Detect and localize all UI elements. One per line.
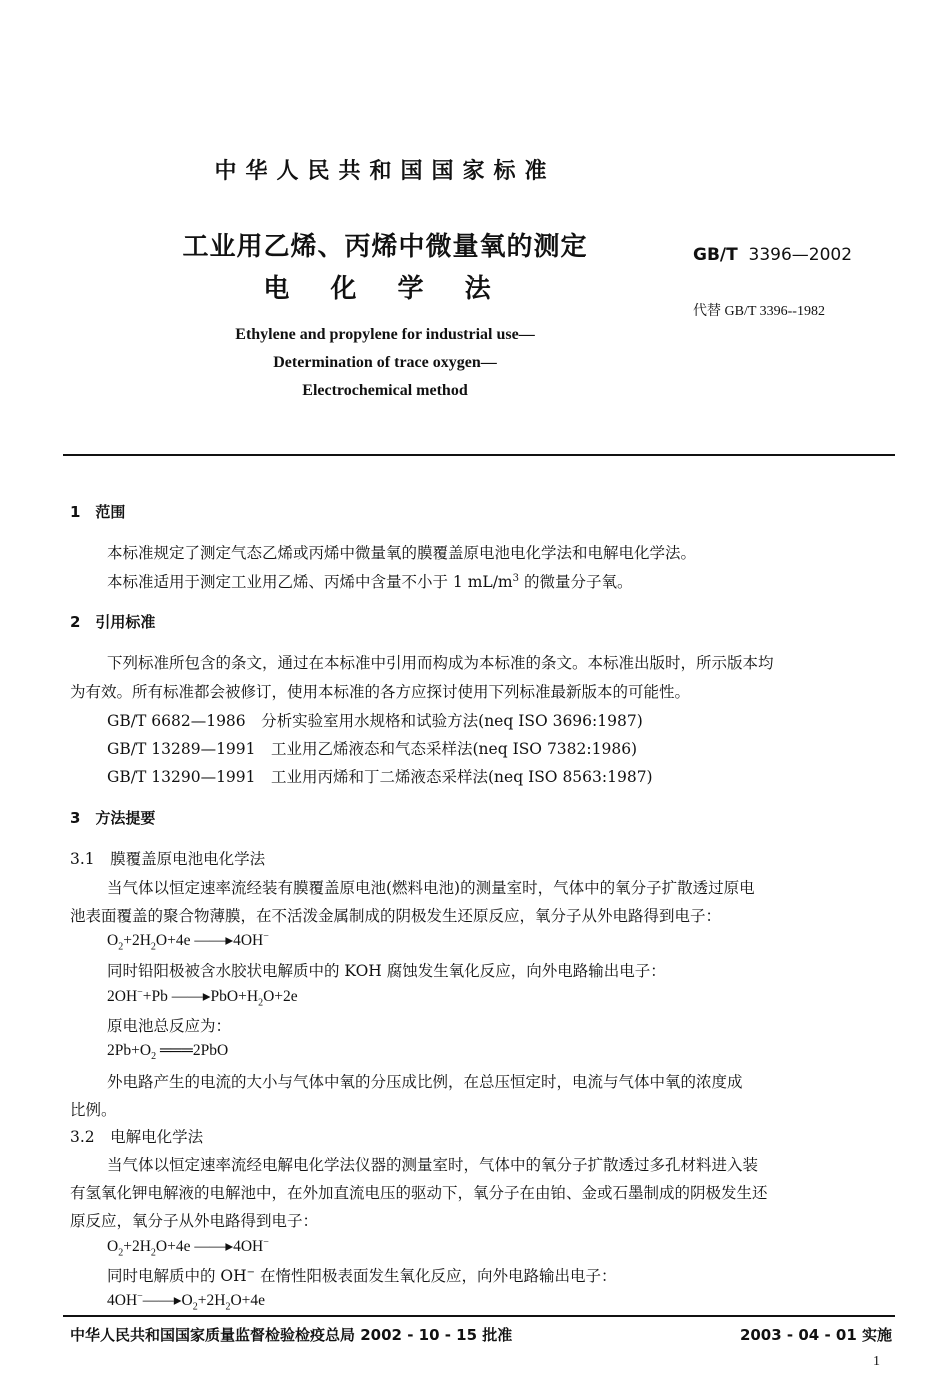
- footer-issuer: 中华人民共和国国家质量监督检验检疫总局 2002 - 10 - 15 批准: [70, 1326, 513, 1344]
- section-2-line-2: 为有效。所有标准都会被修订，使用本标准的各方应探讨使用下列标准最新版本的可能性。: [70, 683, 691, 701]
- reference-item: GB/T 6682—1986 分析实验室用水规格和试验方法(neq ISO 3696:1987): [107, 712, 643, 730]
- section-2-heading: 2 引用标准: [70, 613, 156, 631]
- section-3-1-line-2: 池表面覆盖的聚合物薄膜，在不活泼金属制成的阴极发生还原反应，氧分子从外电路得到电子：: [70, 907, 722, 925]
- footer-rule: [63, 1315, 895, 1317]
- section-3-1-line-6: 比例。: [70, 1101, 117, 1119]
- title-en-line-1: Ethylene and propylene for industrial use—: [235, 326, 535, 343]
- section-3-1-heading: 3.1 膜覆盖原电池电化学法: [70, 850, 266, 868]
- title-en-line-3: Electrochemical method: [302, 382, 468, 399]
- equation-cathode-reaction: $O_2+2H_2O+4e$ ——▸4OH−: [107, 931, 269, 953]
- equation-cathode-reaction-2: $O_2+2H_2O+4e$ ——▸4OH−: [107, 1237, 269, 1259]
- section-3-2-line-3: 原反应，氧分子从外电路得到电子：: [70, 1212, 319, 1230]
- standard-type-heading: 中华人民共和国国家标准: [214, 159, 556, 184]
- document-subtitle-zh: 电 化 学 法: [263, 274, 507, 304]
- section-3-2-line-1: 当气体以恒定速率流经电解电化学法仪器的测量室时，气体中的氧分子扩散透过多孔材料进入装: [107, 1156, 759, 1174]
- section-1-heading: 1 范围: [70, 503, 126, 521]
- section-1-line-2: [107, 570, 632, 592]
- section-3-2-line-4: 同时电解质中的 OH− 在惰性阳极表面发生氧化反应，向外电路输出电子：: [107, 1266, 617, 1285]
- standard-number: [693, 245, 852, 265]
- equation-total-reaction: $2Pb+O_2$ ═══2PbO: [107, 1042, 229, 1063]
- section-1-line-1: 本标准规定了测定气态乙烯或丙烯中微量氧的膜覆盖原电池电化学法和电解电化学法。: [107, 544, 697, 562]
- page-number: 1: [873, 1354, 880, 1369]
- section-3-1-line-3: 同时铅阳极被含水胶状电解质中的 KOH 腐蚀发生氧化反应，向外电路输出电子：: [107, 962, 666, 980]
- section-1-sup: 3: [512, 572, 520, 584]
- replaces-note: 代替 GB/T 3396--1982: [693, 304, 825, 319]
- section-1-line-2-tail: 的微量分子氧。: [519, 573, 633, 591]
- section-3-1-line-1: 当气体以恒定速率流经装有膜覆盖原电池(燃料电池)的测量室时，气体中的氧分子扩散透过原电: [107, 879, 755, 897]
- section-3-1-line-4: 原电池总反应为：: [107, 1017, 232, 1035]
- standard-code: 3396—2002: [748, 245, 853, 265]
- section-1-line-2-text: 本标准适用于测定工业用乙烯、丙烯中含量不小于 1 mL/m: [107, 573, 513, 591]
- header-rule: [63, 454, 895, 456]
- section-3-2-line-2: 有氢氧化钾电解液的电解池中，在外加直流电压的驱动下，氧分子在由铂、金或石墨制成的阴极发生还: [70, 1184, 768, 1202]
- footer-effective-date: 2003 - 04 - 01 实施: [739, 1326, 892, 1344]
- section-3-1-line-5: 外电路产生的电流的大小与气体中氧的分压成比例，在总压恒定时，电流与气体中氧的浓度成: [107, 1073, 743, 1091]
- section-3-2-heading: 3.2 电解电化学法: [70, 1128, 204, 1146]
- reference-item: GB/T 13289—1991 工业用乙烯液态和气态采样法(neq ISO 7382:1986): [107, 740, 638, 758]
- equation-anode-reaction-2: $4OH^-——▸O_2+2H_2O+4e$: [107, 1291, 266, 1313]
- standard-prefix: GB/T: [693, 245, 738, 265]
- section-2-line-1: 下列标准所包含的条文，通过在本标准中引用而构成为本标准的条文。本标准出版时，所示版本均: [107, 654, 774, 672]
- section-3-heading: 3 方法提要: [70, 809, 156, 827]
- document-title-zh: 工业用乙烯、丙烯中微量氧的测定: [182, 232, 588, 262]
- equation-anode-reaction: 2OH−+Pb $——▸PbO+H_2O+2e$: [107, 987, 298, 1009]
- title-en-line-2: Determination of trace oxygen—: [273, 354, 497, 371]
- reference-item: GB/T 13290—1991 工业用丙烯和丁二烯液态采样法(neq ISO 8563:1987): [107, 768, 653, 786]
